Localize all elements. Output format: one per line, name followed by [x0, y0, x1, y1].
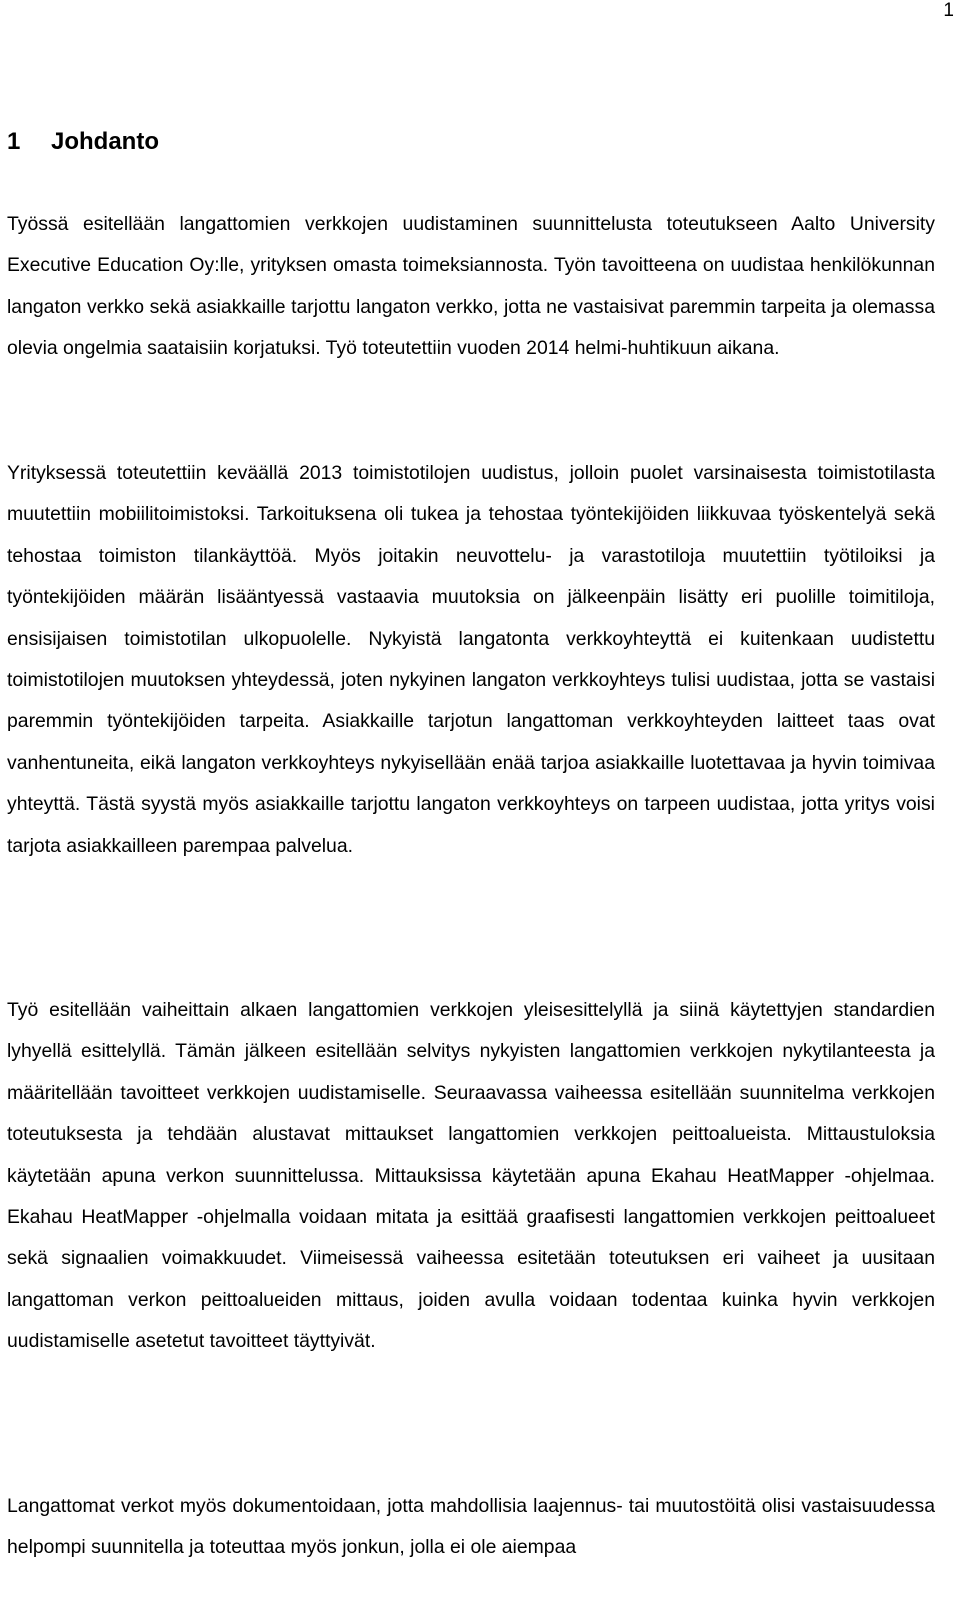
section-title: Johdanto: [51, 128, 159, 155]
paragraph-documentation: Langattomat verkot myös dokumentoidaan, jotta mahdollisia laajennus- tai muutostöitä olisi vastaisuudessa helpompi suunnitella ja toteuttaa myös jonkun, jolla ei ole aiempaa: [7, 1495, 935, 1559]
page-number: 1: [943, 0, 954, 21]
paragraph-background: Yrityksessä toteutettiin keväällä 2013 toimistotilojen uudistus, jolloin puolet varsinaisesta toimistotilasta muutettiin mobiilitoimistoksi. Tarkoituksena oli tukea ja tehostaa työntekijöiden liikkuvaa työskentelyä sekä tehostaa toimiston tilankäyttöä. Myös joitakin neuvottelu- ja varastotiloja muutettiin työtiloiksi ja työntekijöiden määrän lisääntyessä vastaavia muutoksia on jälkeenpäin lisätty eri puolille toimitiloja, ensisijaisen toimistotilan ulkopuolelle. Nykyistä langatonta verkkoyhteyttä ei kuitenkaan uudistettu toimistotilojen muutoksen yhteydessä, joten nykyinen langaton verkkoyhteys tulisi uudistaa, jotta se vastaisi paremmin työntekijöiden tarpeita. Asiakkaille tarjotun langattoman verkkoyhteyden laitteet taas ovat vanhentuneita, eikä langaton verkkoyhteys nykyisellään enää tarjoa asiakkaille luotettavaa ja hyvin toimivaa yhteyttä. Tästä syystä myös asiakkaille tarjottu langaton verkkoyhteys on tarpeen uudistaa, jotta yritys voisi tarjota asiakkailleen parempaa palvelua.: [7, 462, 935, 857]
paragraph-structure: Työ esitellään vaiheittain alkaen langattomien verkkojen yleisesittelyllä ja siinä käytettyjen standardien lyhyellä esittelyllä. Tämän jälkeen esitellään selvitys nykyisten langattomien verkkojen nykytilanteesta ja määritellään tavoitteet verkkojen uudistamiselle. Seuraavassa vaiheessa esitellään suunnitelma verkkojen toteutuksesta ja tehdään alustavat mittaukset langattomien verkkojen peittoalueista. Mittaustuloksia käytetään apuna verkon suunnittelussa. Mittauksissa käytetään apuna Ekahau HeatMapper -ohjelmaa. Ekahau HeatMapper -ohjelmalla voidaan mitata ja esittää graafisesti langattomien verkkojen peittoalueet sekä signaalien voimakkuudet. Viimeisessä vaiheessa esitetään toteutuksen eri vaiheet ja uusitaan langattoman verkon peittoalueiden mittaus, joiden avulla voidaan todentaa kuinka hyvin verkkojen uudistamiselle asetetut tavoitteet täyttyivät.: [7, 999, 935, 1353]
section-number: 1: [7, 128, 21, 155]
paragraph-introduction: Työssä esitellään langattomien verkkojen uudistaminen suunnittelusta toteutukseen Aalto University Executive Education Oy:lle, yrityksen omasta toimeksiannosta. Työn tavoitteena on uudistaa henkilökunnan langaton verkko sekä asiakkaille tarjottu langaton verkko, jotta ne vastaisivat paremmin tarpeita ja olemassa olevia ongelmia saataisiin korjatuksi. Työ toteutettiin vuoden 2014 helmi-huhtikuun aikana.: [7, 213, 935, 360]
section-heading: [7, 126, 159, 158]
